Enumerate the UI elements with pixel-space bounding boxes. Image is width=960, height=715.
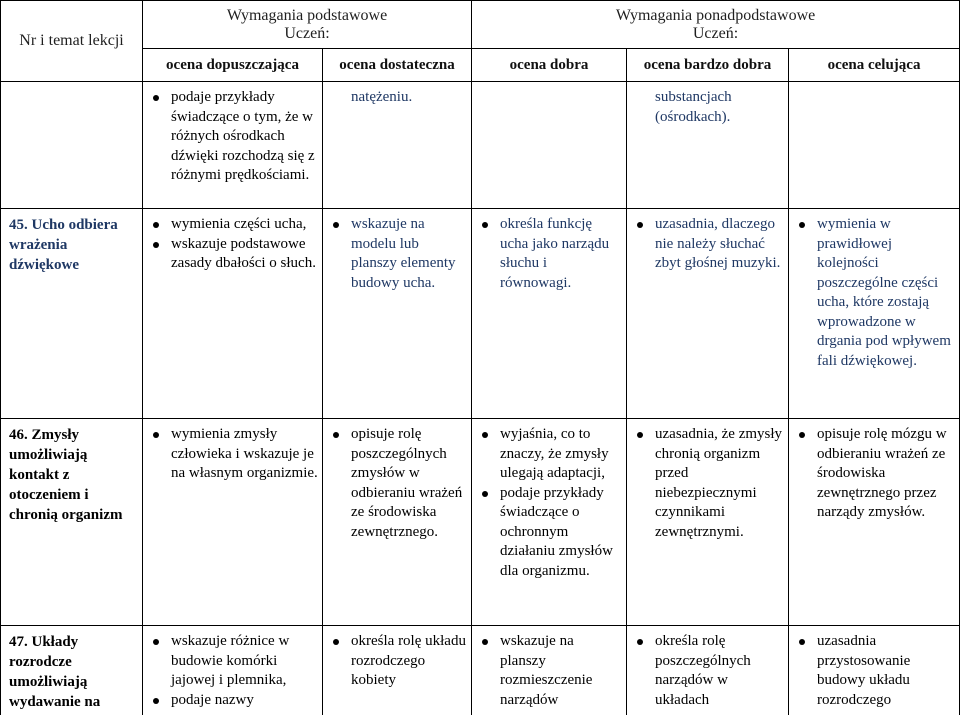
table-row: [1, 209, 960, 419]
requirement-item: określa rolę poszczególnych narządów w układach: [631, 632, 784, 710]
lesson-topic: 46. Zmysły umożliwiają kontakt z otoczeniem i chronią organizm: [9, 427, 123, 523]
requirement-cell: [323, 626, 472, 715]
requirement-item: określa funkcję ucha jako narządu słuchu i równowagi.: [476, 215, 622, 293]
lesson-topic-cell: [1, 82, 143, 209]
requirement-cell: [323, 419, 472, 626]
advanced-requirements-title: Wymagania ponadpodstawowe: [615, 6, 816, 24]
table-row: [1, 626, 960, 715]
grade-header: ocena celująca: [789, 49, 960, 82]
requirement-cell: [627, 209, 789, 419]
topic-header-label: Nr i temat lekcji: [19, 32, 124, 49]
requirement-cell: [627, 626, 789, 715]
grade-header: ocena dostateczna: [323, 49, 472, 82]
requirement-item: opisuje rolę mózgu w odbieraniu wrażeń ze środowiska zewnętrznego przez narządy zmysłów.: [793, 425, 955, 523]
requirement-item: określa rolę układu rozrodczego kobiety: [327, 632, 467, 691]
requirement-item: podaje nazwy: [147, 691, 318, 711]
requirement-list: [793, 215, 955, 371]
advanced-requirements-subtitle: Uczeń:: [692, 24, 739, 42]
lesson-topic-cell: [1, 419, 143, 626]
requirement-list: [476, 215, 622, 293]
requirement-item: wymienia zmysły człowieka i wskazuje je na własnym organizmie.: [147, 425, 318, 484]
requirement-cell: [472, 626, 627, 715]
requirement-item: opisuje rolę poszczególnych zmysłów w odbieraniu wrażeń ze środowiska zewnętrznego.: [327, 425, 467, 542]
requirement-item: uzasadnia przystosowanie budowy układu rozrodczego: [793, 632, 955, 710]
lesson-topic: 47. Układy rozrodcze umożliwiają wydawanie na: [9, 634, 101, 710]
requirement-cell: [789, 209, 960, 419]
requirement-list: [327, 425, 467, 542]
requirement-item: podaje przykłady świadczące o ochronnym działaniu zmysłów dla organizmu.: [476, 484, 622, 582]
requirement-item: uzasadnia, że zmysły chronią organizm przed niebezpiecznymi czynnikami zewnętrznymi.: [631, 425, 784, 542]
requirement-list: [147, 632, 318, 710]
advanced-requirements-header: [472, 1, 960, 49]
requirement-list: [631, 215, 784, 274]
table-row: [1, 419, 960, 626]
column-header-topic: [1, 1, 143, 82]
requirement-list: [327, 632, 467, 691]
requirement-list: [147, 425, 318, 484]
requirement-cell: [143, 209, 323, 419]
header-row-1: [1, 1, 960, 49]
requirement-item: wskazuje różnice w budowie komórki jajowej i plemnika,: [147, 632, 318, 691]
requirement-item: wskazuje na planszy rozmieszczenie narządów: [476, 632, 622, 710]
requirement-list: [631, 632, 784, 710]
requirement-cell: [627, 419, 789, 626]
requirement-cell: [472, 82, 627, 209]
basic-requirements-header: [143, 1, 472, 49]
requirement-cell: [143, 626, 323, 715]
requirement-cell: [323, 82, 472, 209]
requirement-list: [327, 88, 467, 108]
requirement-cell: [472, 209, 627, 419]
requirement-cell: [789, 419, 960, 626]
requirement-item: wymienia części ucha,: [147, 215, 318, 235]
requirement-item: uzasadnia, dlaczego nie należy słuchać zbyt głośnej muzyki.: [631, 215, 784, 274]
requirement-item: wskazuje na modelu lub planszy elementy budowy ucha.: [327, 215, 467, 293]
requirement-list: [147, 215, 318, 274]
requirement-item: wskazuje podstawowe zasady dbałości o słuch.: [147, 235, 318, 274]
requirement-list: [327, 215, 467, 293]
basic-requirements-subtitle: Uczeń:: [284, 24, 330, 42]
grade-header: ocena dopuszczająca: [143, 49, 323, 82]
lesson-topic-cell: [1, 626, 143, 715]
requirement-item: wymienia w prawidłowej kolejności poszczególne części ucha, które zostają wprowadzone w drgania pod wpływem fali dźwiękowej.: [793, 215, 955, 371]
requirement-list: [631, 88, 784, 127]
lesson-topic: 45. Ucho odbiera wrażenia dźwiękowe: [9, 217, 118, 273]
grade-header: ocena bardzo dobra: [627, 49, 789, 82]
requirement-list: [631, 425, 784, 542]
requirement-cell: [143, 82, 323, 209]
basic-requirements-title: Wymagania podstawowe: [226, 6, 388, 24]
requirement-list: [476, 425, 622, 581]
requirement-item: natężeniu.: [351, 89, 413, 105]
requirement-list: [476, 632, 622, 710]
requirement-list: [147, 88, 318, 186]
lesson-topic-cell: [1, 209, 143, 419]
requirement-cell: [323, 209, 472, 419]
header-row-2: [1, 49, 960, 82]
grade-header: ocena dobra: [472, 49, 627, 82]
requirement-list: [793, 632, 955, 710]
table-row: [1, 82, 960, 209]
requirement-cell: [472, 419, 627, 626]
requirement-item: substancjach (ośrodkach).: [655, 89, 732, 125]
requirement-cell: [789, 626, 960, 715]
requirement-cell: [627, 82, 789, 209]
requirement-item: podaje przykłady świadczące o tym, że w różnych ośrodkach dźwięki rozchodzą się z różnymi prędkościami.: [147, 88, 318, 186]
requirement-item: wyjaśnia, co to znaczy, że zmysły ulegają adaptacji,: [476, 425, 622, 484]
requirement-cell: [143, 419, 323, 626]
requirement-list: [793, 425, 955, 523]
requirement-cell: [789, 82, 960, 209]
